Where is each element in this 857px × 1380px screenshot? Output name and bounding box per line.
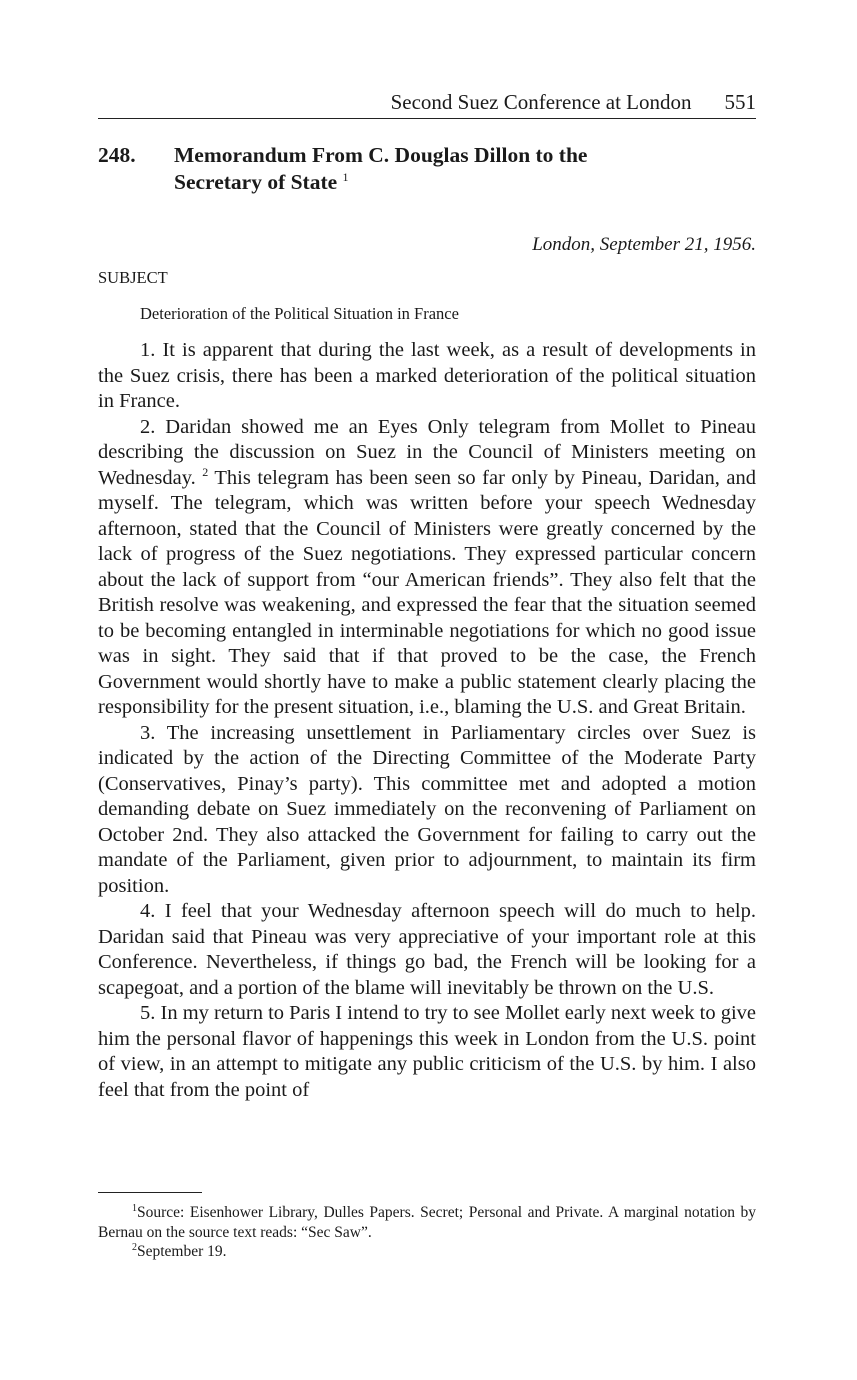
running-header	[98, 88, 756, 119]
paragraph-2-part-b: This telegram has been seen so far only by Pineau, Daridan, and myself. The telegram, which was written before your speech Wednesday afternoon, stated that the Council of Ministers were greatly concerned by the lack of progress of the Suez negotiations. They expressed particular concern about the lack of support from “our American friends”. They also felt that the British resolve was weakening, and expressed the fear that the situation seemed to be becoming entangled in interminable negotiations for which no good issue was in sight. They said that if that proved to be the case, the French Government would shortly have to make a public statement clearly placing the responsibility for the present situation, i.e., blaming the U.S. and Great Britain.	[98, 466, 756, 718]
document-title-line2: Secretary of State	[174, 170, 338, 194]
paragraph-1: 1. It is apparent that during the last week, as a result of developments in the Suez crisis, there has been a marked deterioration of the political situation in France.	[98, 339, 756, 412]
document-heading	[98, 142, 756, 196]
footnote-2-text: September 19.	[137, 1243, 227, 1260]
footnote-1-text: Source: Eisenhower Library, Dulles Papers. Secret; Personal and Private. A marginal notation by Bernau on the source text reads: “Sec Saw”.	[98, 1204, 756, 1241]
memo-body	[98, 338, 756, 1103]
paragraph-2-part-a: 2. Daridan showed me an Eyes Only telegram from Mollet to Pineau describing the discussion on Suez in the Council of Ministers meeting on Wednesday.	[98, 415, 756, 489]
footnote-1-marker: 1	[132, 1203, 137, 1214]
footnote-2	[98, 1242, 756, 1262]
subject-text: Deterioration of the Political Situation in France	[140, 304, 459, 323]
paragraph-5: 5. In my return to Paris I intend to try to see Mollet early next week to give him the personal flavor of happenings this week in London from the U.S. point of view, in an attempt to mitigate any public criticism of the U.S. by him. I also feel that from the point of	[98, 1002, 756, 1101]
dateline: London, September 21, 1956.	[532, 234, 756, 255]
footnote-ref-1: 1	[342, 170, 349, 184]
running-title: Second Suez Conference at London	[390, 90, 692, 114]
document-title-line1: Memorandum From C. Douglas Dillon to the	[174, 143, 588, 167]
footnote-divider	[98, 1192, 202, 1193]
footnotes	[98, 1203, 756, 1262]
paragraph-4: 4. I feel that your Wednesday afternoon speech will do much to help. Daridan said that Pineau was very appreciative of your important role at this Conference. Nevertheless, if things go bad, the French will be looking for a scapegoat, and a portion of the blame will inevitably be thrown on the U.S.	[98, 900, 756, 999]
paragraph-2	[98, 415, 756, 721]
paragraph-3: 3. The increasing unsettlement in Parliamentary circles over Suez is indicated by the action of the Directing Committee of the Moderate Party (Conservatives, Pinay’s party). This committee met and adopted a motion demanding debate on Suez immediately on the reconvening of Parliament on October 2nd. They also attacked the Government for failing to carry out the mandate of the Parliament, given prior to adjournment, to maintain its firm position.	[98, 721, 756, 897]
page-number: 551	[724, 90, 756, 114]
page-body	[98, 88, 756, 1103]
document-number: 248.	[98, 143, 136, 167]
footnote-1	[98, 1203, 756, 1242]
subject-label: SUBJECT	[98, 268, 168, 287]
footnote-ref-2: 2	[202, 464, 209, 479]
footnote-2-marker: 2	[132, 1242, 137, 1253]
document-title	[174, 142, 634, 196]
